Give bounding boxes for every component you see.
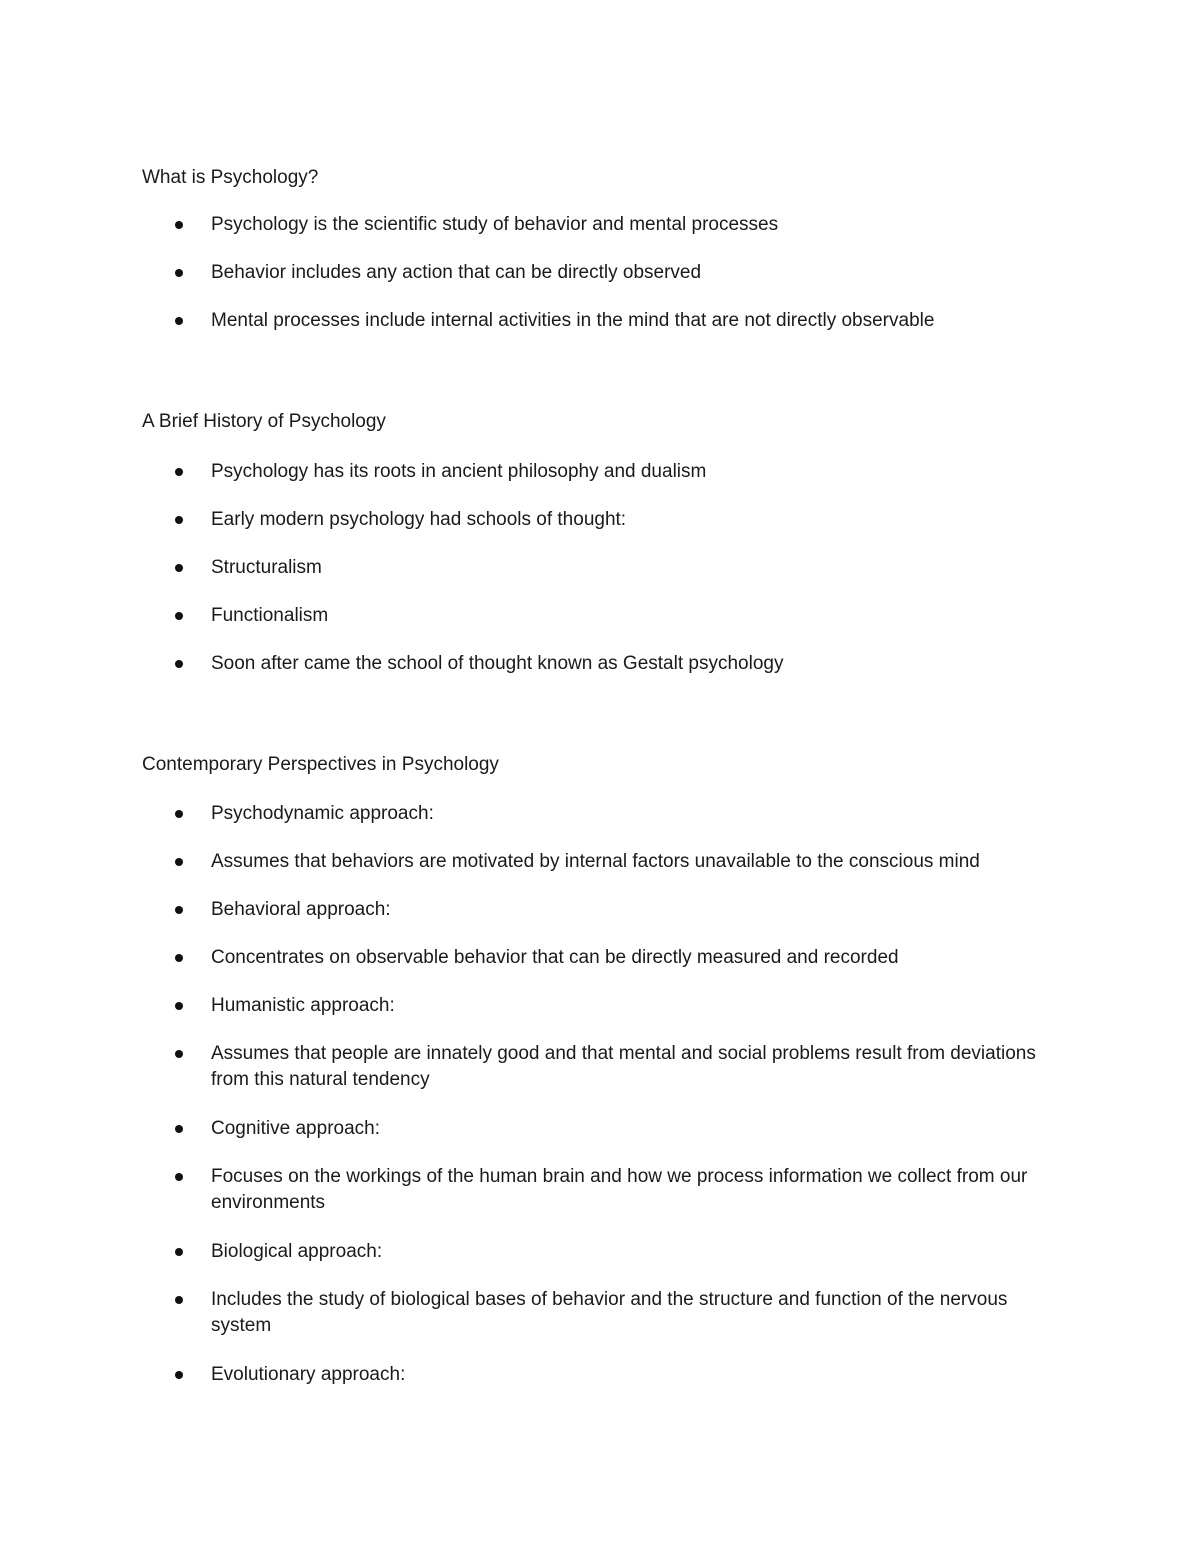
bullet-icon [175, 858, 183, 866]
list-item-text: Humanistic approach: [211, 995, 395, 1016]
list-item-text: Functionalism [211, 605, 329, 626]
bullet-icon [175, 564, 183, 572]
list-item-text: Soon after came the school of thought known as Gestalt psychology [211, 653, 784, 674]
list-item-text: Assumes that people are innately good and that mental and social problems result from deviations from this natural tendency [211, 1043, 1036, 1090]
bullet-icon [175, 468, 183, 476]
list-item-text: Assumes that behaviors are motivated by internal factors unavailable to the conscious mind [211, 851, 980, 872]
bullet-icon [175, 1173, 183, 1181]
bullet-icon [175, 660, 183, 668]
bullet-icon [175, 1248, 183, 1256]
bullet-icon [175, 612, 183, 620]
list-item-text: Mental processes include internal activities in the mind that are not directly observable [211, 310, 935, 331]
list-item-text: Behavioral approach: [211, 899, 391, 920]
list-item-text: Psychology is the scientific study of behavior and mental processes [211, 214, 779, 235]
section-heading-what-is-psychology: What is Psychology? [142, 167, 319, 188]
list-item-text: Psychodynamic approach: [211, 803, 434, 824]
bullet-icon [175, 1296, 183, 1304]
bullet-icon [175, 269, 183, 277]
list-item-text: Concentrates on observable behavior that can be directly measured and recorded [211, 947, 899, 968]
list-item-text: Biological approach: [211, 1241, 383, 1262]
bullet-icon [175, 221, 183, 229]
list-item-text: Early modern psychology had schools of thought: [211, 509, 627, 530]
section-heading-brief-history: A Brief History of Psychology [142, 411, 386, 432]
bullet-icon [175, 516, 183, 524]
list-item-text: Psychology has its roots in ancient philosophy and dualism [211, 461, 707, 482]
bullet-icon [175, 1002, 183, 1010]
bullet-icon [175, 810, 183, 818]
bullet-icon [175, 906, 183, 914]
list-item-text: Focuses on the workings of the human brain and how we process information we collect from our environments [211, 1166, 1028, 1213]
section-heading-contemporary-perspectives: Contemporary Perspectives in Psychology [142, 754, 499, 775]
list-item-text: Structuralism [211, 557, 322, 578]
list-item-text: Evolutionary approach: [211, 1364, 406, 1385]
list-item-text: Includes the study of biological bases of behavior and the structure and function of the nervous system [211, 1289, 1008, 1336]
list-item-text: Behavior includes any action that can be directly observed [211, 262, 702, 283]
bullet-icon [175, 954, 183, 962]
list-item-text: Cognitive approach: [211, 1118, 380, 1139]
bullet-icon [175, 1125, 183, 1133]
bullet-icon [175, 1371, 183, 1379]
bullet-icon [175, 1050, 183, 1058]
bullet-icon [175, 317, 183, 325]
